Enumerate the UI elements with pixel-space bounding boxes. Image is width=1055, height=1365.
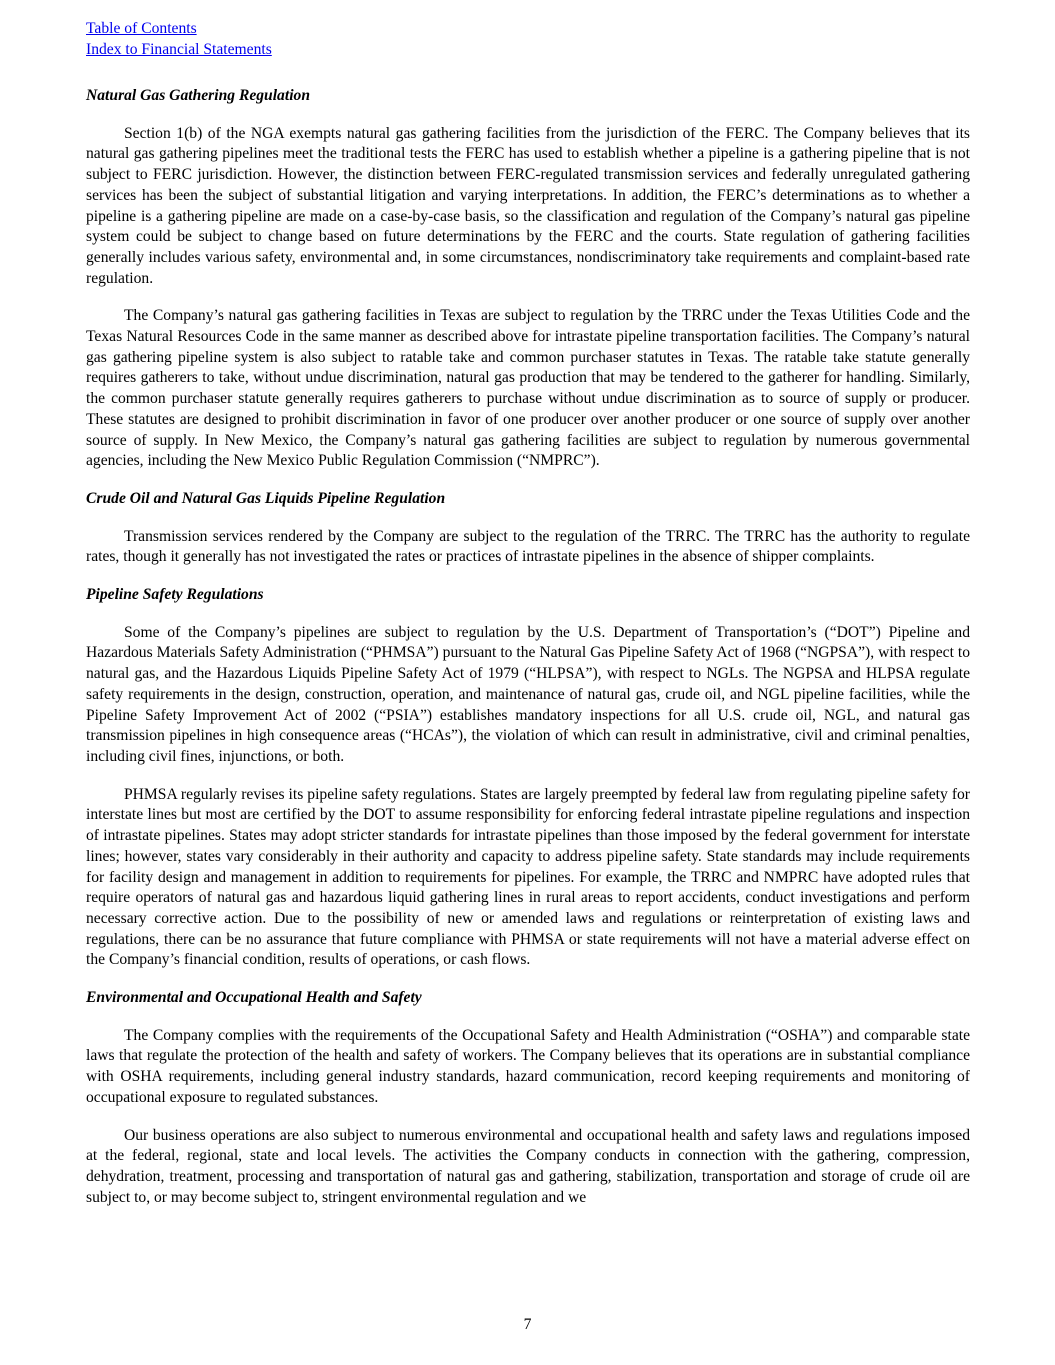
paragraph-safety-1: Some of the Company’s pipelines are subject to regulation by the U.S. Department of Transportation’s (“DOT”) Pipeline and Hazardous Materials Safety Administration (“PHMSA”) pursuant to the Natural Gas Pipeline Safety Act of 1968 (“NGPSA”), with respect to natural gas, and the Hazardous Liquids Pipeline Safety Act of 1979 (“HLPSA”), with respect to NGLs. The NGPSA and HLPSA regulate safety requirements in the design, construction, operation, and maintenance of natural gas, crude oil, and NGL pipeline facilities, while the Pipeline Safety Improvement Act of 2002 (“PSIA”) establishes mandatory inspections for all U.S. crude oil, NGL, and natural gas transmission pipelines in high consequence areas (“HCAs”), the violation of which can result in administrative, civil and criminal penalties, including civil fines, injunctions, or both. bbox=[86, 623, 970, 765]
index-to-financial-statements-link[interactable]: Index to Financial Statements bbox=[86, 40, 272, 58]
page-number: 7 bbox=[523, 1316, 532, 1333]
paragraph-gathering-1: Section 1(b) of the NGA exempts natural gas gathering facilities from the jurisdiction of the FERC. The Company believes that its natural gas gathering pipelines meet the traditional tests the FERC has used to establish whether a pipeline is a gathering pipeline that is not subject to FERC jurisdiction. However, the distinction between FERC-regulated transmission services and federally unregulated gathering services has been the subject of substantial litigation and varying interpretations. In addition, the FERC’s determinations as to whether a pipeline is a gathering pipeline are made on a case-by-case basis, so the classification and regulation of the Company’s natural gas pipeline system could be subject to change based on future determinations by the FERC and the courts. State regulation of gathering facilities generally includes various safety, environmental and, in some circumstances, nondiscriminatory take requirements and complaint-based rate regulation. bbox=[86, 124, 970, 287]
paragraph-environmental-2: Our business operations are also subject to numerous environmental and occupational health and safety laws and regulations imposed at the federal, regional, state and local levels. The activities the Company conducts in connection with the gathering, compression, dehydration, treatment, processing and transportation of natural gas and gathering, stabilization, transportation and storage of crude oil are subject to, or may become subject to, stringent environmental regulation and we bbox=[86, 1126, 970, 1206]
document-page bbox=[86, 19, 970, 1208]
paragraph-environmental-1: The Company complies with the requirements of the Occupational Safety and Health Administration (“OSHA”) and comparable state laws that regulate the protection of the health and safety of workers. The Company believes that its operations are in substantial compliance with OSHA requirements, including general industry standards, hazard communication, record keeping requirements and monitoring of occupational exposure to regulated substances. bbox=[86, 1026, 970, 1106]
section-heading-gathering: Natural Gas Gathering Regulation bbox=[86, 87, 310, 104]
table-of-contents-link[interactable]: Table of Contents bbox=[86, 20, 197, 37]
paragraph-safety-2: PHMSA regularly revises its pipeline safety regulations. States are largely preempted by federal law from regulating pipeline safety for interstate lines but most are certified by the DOT to assume responsibility for enforcing federal intrastate pipeline regulations and inspection of intrastate pipelines. States may adopt stricter standards for intrastate pipelines than those imposed by the federal government for interstate lines; however, states vary considerably in their authority and capacity to address pipeline safety. State standards may include requirements for facility design and management in addition to requirements for pipelines. For example, the TRRC and NMPRC have adopted rules that require operators of natural gas and hazardous liquid gathering lines in rural areas to report accidents, conduct investigations and perform necessary corrective action. Due to the possibility of new or amended laws and regulations or reinterpretation of existing laws and regulations, there can be no assurance that future compliance with PHMSA or state requirements will not have a material adverse effect on the Company’s financial condition, results of operations, or cash flows. bbox=[86, 785, 970, 969]
section-heading-environmental: Environmental and Occupational Health and Safety bbox=[86, 989, 422, 1007]
paragraph-gathering-2: The Company’s natural gas gathering facilities in Texas are subject to regulation by the TRRC under the Texas Utilities Code and the Texas Natural Resources Code in the same manner as described above for intrastate pipeline transportation facilities. The Company’s natural gas gathering pipeline system is also subject to ratable take and common purchaser statutes in Texas. The ratable take statute generally requires gatherers to take, without undue discrimination, natural gas production that may be tendered to the gatherer for handling. Similarly, the common purchaser statute generally requires gatherers to purchase without undue discrimination as to source of supply or producer. These statutes are designed to prohibit discrimination in favor of one producer over another producer or one source of supply over another source of supply. In New Mexico, the Company’s natural gas gathering facilities are subject to regulation by numerous governmental agencies, including the New Mexico Public Regulation Commission (“NMPRC”). bbox=[86, 307, 970, 470]
nav-links bbox=[86, 19, 970, 60]
paragraph-crude-1: Transmission services rendered by the Company are subject to the regulation of the TRRC. The TRRC has the authority to regulate rates, though it generally has not investigated the rates or practices of intrastate pipelines in the absence of shipper complaints. bbox=[86, 527, 970, 566]
section-heading-crude: Crude Oil and Natural Gas Liquids Pipeline Regulation bbox=[86, 489, 446, 507]
section-heading-pipeline-safety: Pipeline Safety Regulations bbox=[86, 586, 264, 604]
